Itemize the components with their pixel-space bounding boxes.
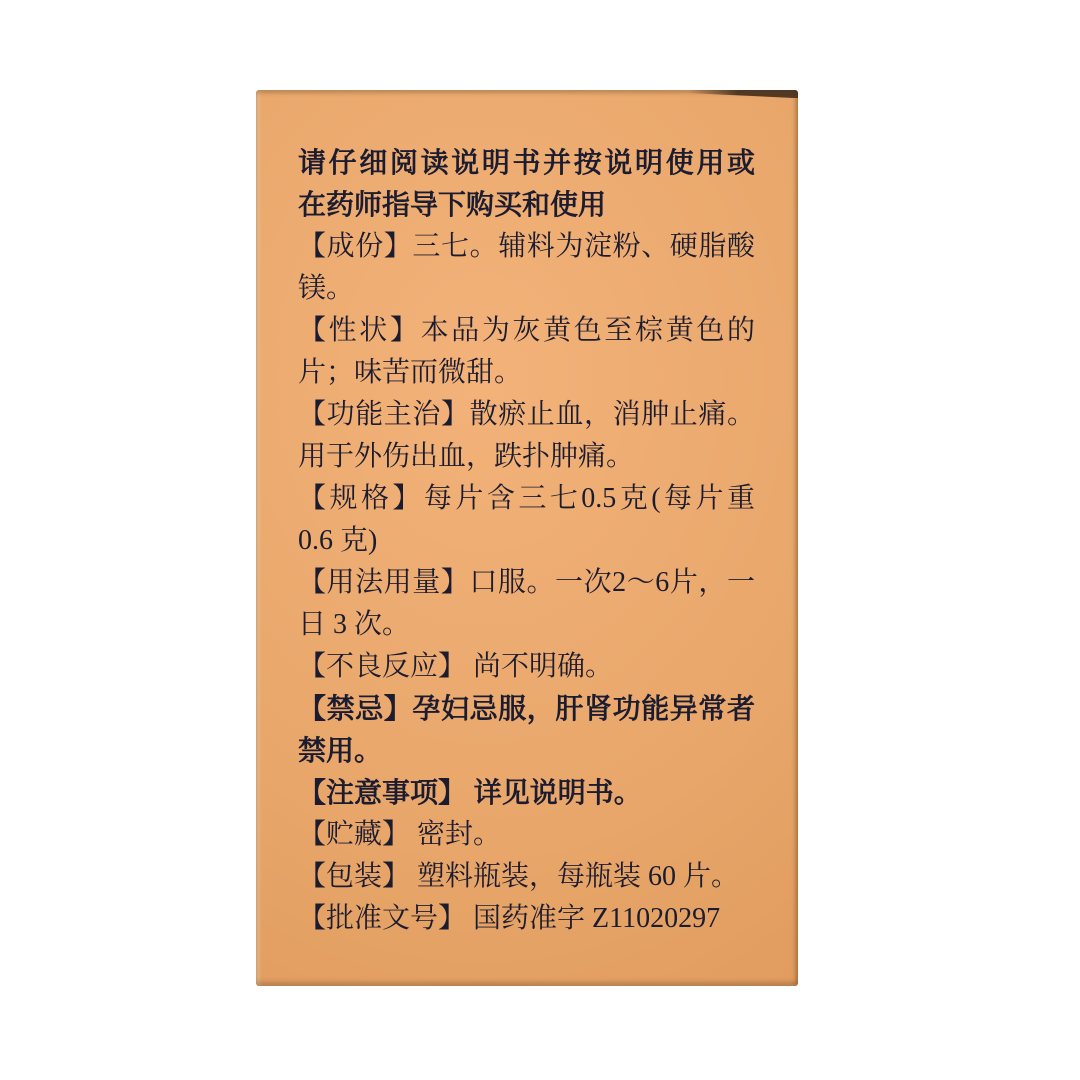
section-approval-number [298, 898, 755, 940]
label-line: 【禁忌】孕妇忌服，肝肾功能异常者 [298, 693, 755, 724]
label-line: 镁。 [298, 273, 355, 304]
section-adverse-reactions [298, 646, 755, 688]
label-line: 在药师指导下购买和使用 [298, 189, 607, 220]
label-line: 片；味苦而微甜。 [298, 357, 523, 388]
box-top-edge-shadow [688, 90, 798, 98]
section-storage [298, 814, 755, 856]
section-dosage [298, 562, 755, 646]
label-line: 【注意事项】 详见说明书。 [298, 777, 642, 808]
label-text-panel [298, 142, 755, 940]
section-precautions [298, 772, 755, 814]
label-line: 【不良反应】 尚不明确。 [298, 651, 614, 682]
label-line: 【规格】每片含三七0.5克(每片重 [298, 483, 755, 514]
section-read-instructions-warning [298, 142, 755, 226]
section-specification [298, 478, 755, 562]
section-description [298, 310, 755, 394]
label-line: 【包装】 塑料瓶装，每瓶装 60 片。 [298, 861, 740, 892]
section-ingredients [298, 226, 755, 310]
label-line: 【用法用量】口服。一次2～6片，一 [298, 567, 755, 598]
section-contraindications [298, 688, 755, 772]
label-line: 【贮藏】 密封。 [298, 819, 502, 850]
label-line: 禁用。 [298, 735, 383, 766]
medicine-box-back-panel [256, 90, 798, 986]
label-line: 0.6 克) [298, 525, 378, 556]
label-line: 请仔细阅读说明书并按说明使用或 [298, 147, 755, 178]
label-line: 【成份】三七。辅料为淀粉、硬脂酸 [298, 231, 755, 262]
label-line: 用于外伤出血，跌扑肿痛。 [298, 441, 635, 472]
label-line: 【性状】本品为灰黄色至棕黄色的 [298, 315, 755, 346]
section-functions-indications [298, 394, 755, 478]
label-line: 【批准文号】 国药准字 Z11020297 [298, 903, 721, 934]
label-line: 【功能主治】散瘀止血，消肿止痛。 [298, 399, 755, 430]
label-line: 日 3 次。 [298, 609, 411, 640]
section-packaging [298, 856, 755, 898]
